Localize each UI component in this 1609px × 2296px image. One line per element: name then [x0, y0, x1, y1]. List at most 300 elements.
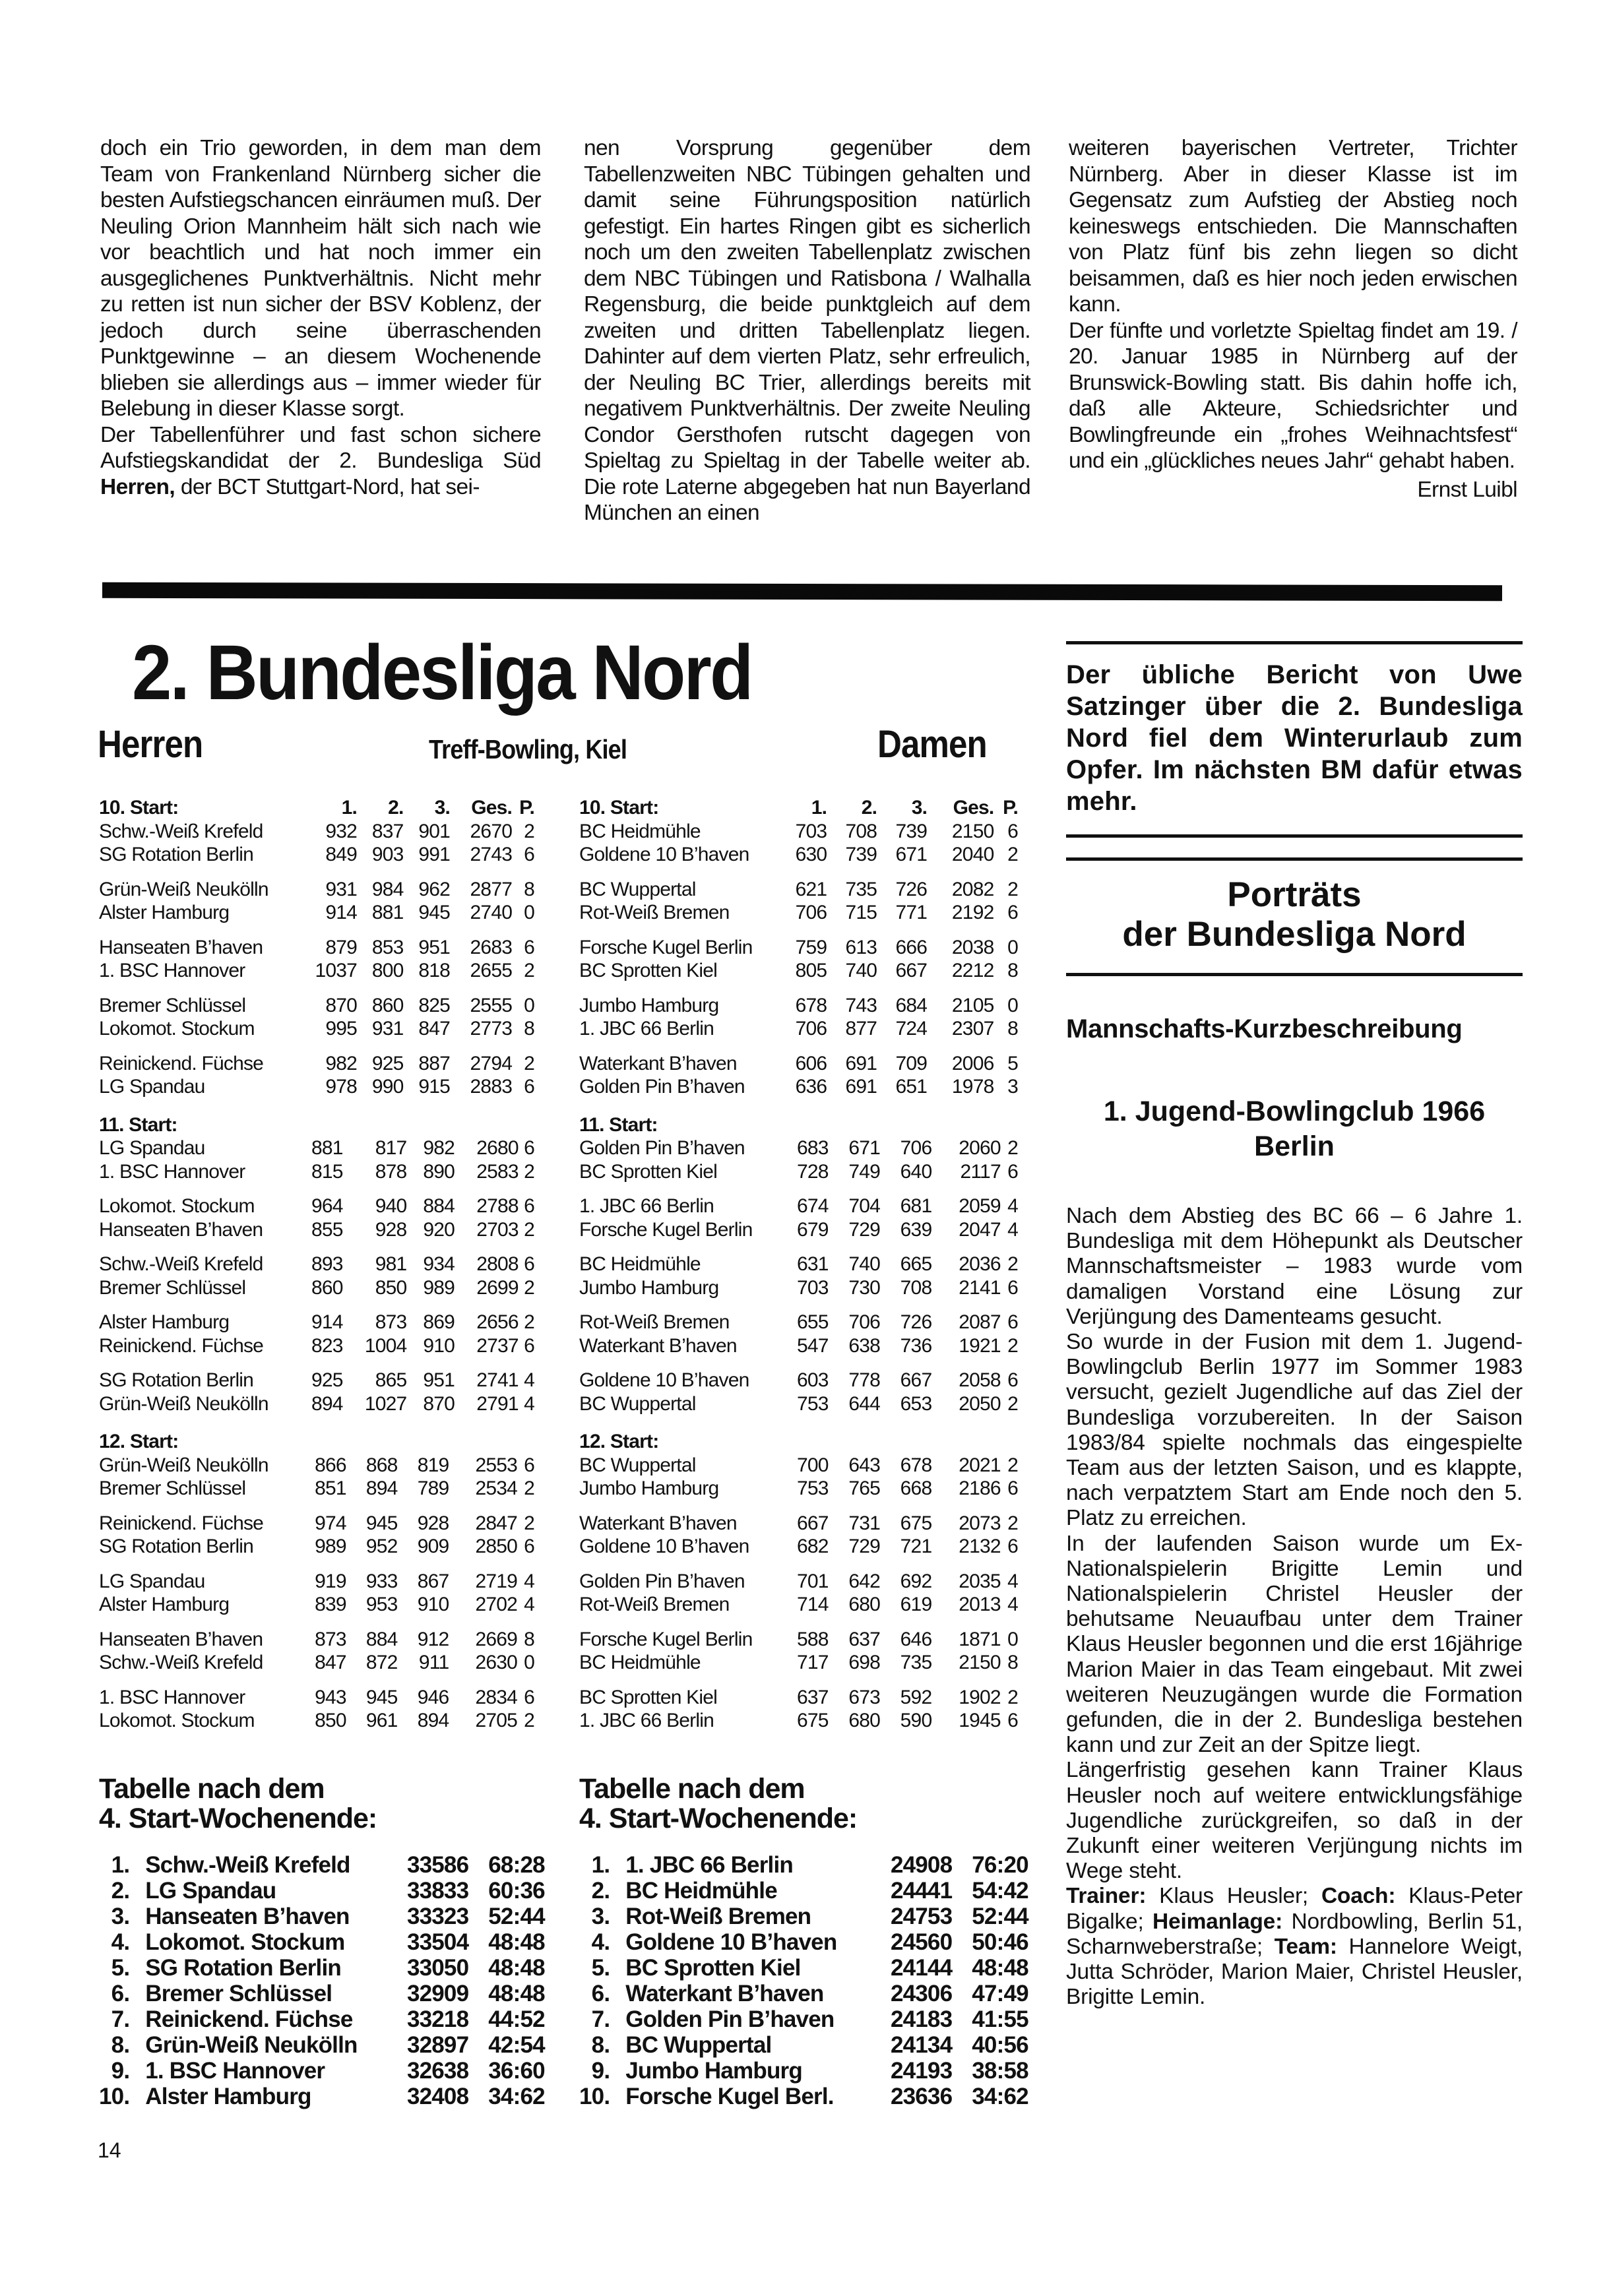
score-cell: 6 [1007, 902, 1018, 923]
team-name: BC Sprotten Kiel [579, 1160, 717, 1183]
score-cell: 2702 [475, 1594, 518, 1615]
section-divider [102, 582, 1502, 601]
score-cell: 731 [848, 1512, 880, 1534]
score-cell: 2669 [475, 1628, 518, 1650]
score-cell: 2035 [959, 1570, 1001, 1592]
team-name: Hanseaten B’haven [99, 1628, 263, 1650]
team-name: BC Heidmühle [579, 820, 701, 842]
score-cell: 778 [848, 1369, 880, 1391]
standings-row [99, 2006, 545, 2032]
score-cell: 2553 [475, 1454, 518, 1476]
result-row [579, 1651, 1018, 1675]
column-header [295, 1430, 346, 1454]
standings-pins: 33050 [406, 1955, 469, 1981]
team-name: Forsche Kugel Berlin [579, 1628, 753, 1650]
score-cell: 6 [1007, 1710, 1018, 1731]
standings-rank: 1. [591, 1852, 610, 1878]
score-cell: 665 [900, 1253, 932, 1275]
score-cell: 870 [325, 994, 358, 1016]
column-header: 3. [911, 797, 928, 819]
score-cell: 630 [795, 844, 827, 865]
score-cell: 771 [895, 902, 928, 923]
team-name: Goldene 10 B’haven [579, 1369, 749, 1391]
score-cell: 0 [524, 994, 534, 1016]
score-cell: 2583 [476, 1160, 519, 1183]
score-cell: 877 [845, 1018, 877, 1039]
score-cell: 6 [1007, 1477, 1018, 1499]
results-block [579, 1430, 1018, 1733]
score-cell: 6 [1007, 1311, 1018, 1333]
score-cell: 700 [796, 1454, 829, 1476]
standings-row [579, 1904, 1028, 1929]
score-cell: 928 [375, 1218, 407, 1241]
score-cell: 2307 [951, 1018, 994, 1039]
score-cell: 6 [1007, 1369, 1018, 1391]
team-name: 1. JBC 66 Berlin [579, 1710, 714, 1731]
score-cell: 867 [417, 1570, 449, 1592]
team-name: SG Rotation Berlin [99, 1536, 254, 1557]
score-cell: 671 [895, 844, 928, 865]
team-name: Forsche Kugel Berlin [579, 936, 753, 958]
result-row [579, 1709, 1018, 1733]
score-cell: 673 [848, 1686, 880, 1708]
portrait-paragraph: In der laufenden Saison wurde um Ex-Nationalspielerin Brigitte Lemin und Nationalspielerin Christel Heusler der behutsame Neuaufbau unter dem Trainer Klaus Heusler begonnen und die erst 16jährige Marion Maier in das Team eingebaut. Mit zwei weiteren Neuzugängen wurde die Formation gefunden, die in der 2. Bundesliga bestehen kann und zur Zeit an der Spitze liegt. [1066, 1531, 1523, 1758]
standings-pts: 48:48 [488, 1981, 545, 2006]
standings-pins: 24193 [890, 2058, 953, 2084]
score-cell: 2630 [475, 1652, 518, 1673]
standings-rank: 4. [111, 1929, 130, 1955]
standings-row [99, 1929, 545, 1955]
result-row [579, 820, 1018, 844]
standings-row [579, 1981, 1028, 2006]
result-row [579, 1052, 1018, 1076]
score-cell: 2058 [959, 1369, 1001, 1391]
score-cell: 2021 [959, 1454, 1001, 1476]
score-cell: 588 [796, 1628, 829, 1650]
team-name: Reinickend. Füchse [99, 1052, 264, 1074]
score-cell: 2850 [475, 1536, 518, 1557]
score-cell: 819 [417, 1454, 449, 1476]
score-cell: 919 [315, 1570, 346, 1592]
column-header: Ges. [953, 797, 994, 819]
standings-rank: 6. [591, 1981, 610, 2006]
standings-pts: 48:48 [972, 1955, 1028, 1981]
score-cell: 680 [848, 1710, 880, 1731]
result-row [579, 1136, 1018, 1160]
score-cell: 989 [423, 1276, 455, 1299]
score-cell: 978 [325, 1076, 358, 1098]
score-cell: 2006 [951, 1052, 994, 1074]
standings-pts: 34:62 [972, 2084, 1028, 2109]
score-cell: 2 [524, 960, 534, 981]
score-cell: 2 [1007, 1392, 1018, 1415]
score-cell: 894 [365, 1477, 398, 1499]
score-cell: 928 [417, 1512, 449, 1534]
result-row [99, 1276, 534, 1300]
result-row [99, 994, 534, 1018]
team-name: Reinickend. Füchse [99, 1512, 264, 1534]
result-row [579, 1195, 1018, 1218]
score-cell: 789 [417, 1477, 449, 1499]
score-cell: 6 [1007, 1276, 1018, 1299]
score-cell: 912 [417, 1628, 449, 1650]
score-cell: 866 [315, 1454, 346, 1476]
result-row [579, 1535, 1018, 1559]
standings-team: BC Wuppertal [625, 2032, 772, 2058]
score-cell: 644 [848, 1392, 880, 1415]
standings-pins: 24560 [890, 1929, 953, 1955]
score-cell: 667 [895, 960, 928, 981]
score-cell: 0 [1007, 994, 1018, 1016]
score-cell: 1945 [959, 1710, 1001, 1731]
club-facts: Trainer: Klaus Heusler; Coach: Klaus-Peter Bigalke; Heimanlage: Nordbowling, Berlin 51, Scharnweberstraße; Team: Hannelore Weigt, Jutta Schröder, Marion Maier, Christel Heusler, Brigitte Lemin. [1066, 1884, 1523, 2010]
score-cell: 2705 [475, 1710, 518, 1731]
standings-team: Grün-Weiß Neukölln [145, 2032, 358, 2058]
team-name: Schw.-Weiß Krefeld [99, 1253, 263, 1275]
score-cell: 8 [524, 1018, 534, 1039]
standings-pts: 68:28 [488, 1852, 545, 1878]
standings-heading: 4. Start-Wochenende: [579, 1803, 858, 1834]
score-cell: 703 [796, 1276, 829, 1299]
score-cell: 818 [418, 960, 451, 981]
standings-pins: 32638 [406, 2058, 469, 2084]
score-cell: 759 [795, 936, 827, 958]
score-cell: 726 [900, 1311, 932, 1333]
standings-team: Forsche Kugel Berl. [625, 2084, 834, 2109]
score-cell: 850 [375, 1276, 407, 1299]
score-cell: 651 [895, 1076, 928, 1098]
start-label: 11. Start: [579, 1113, 658, 1136]
score-cell: 675 [900, 1512, 932, 1534]
score-cell: 2683 [470, 936, 513, 958]
team-name: Golden Pin B’haven [579, 1137, 745, 1159]
score-cell: 2703 [476, 1218, 519, 1241]
standings-pts: 50:46 [972, 1929, 1028, 1955]
score-cell: 1004 [364, 1334, 407, 1357]
score-cell: 2 [1007, 1686, 1018, 1708]
score-cell: 860 [311, 1276, 343, 1299]
standings-row [579, 1929, 1028, 1955]
results-block [99, 1113, 534, 1416]
result-row [99, 843, 534, 867]
article-paragraph: nen Vorsprung gegenüber dem Tabellenzweiten NBC Tübingen gehalten und damit seine Führungsposition natürlich gefestigt. Ein hartes Ringen gibt es sicherlich noch um den zweiten Tabellenplatz zwischen dem NBC Tübingen und Ratisbona / Walhalla Regensburg, die beide punktgleich auf dem zweiten und dritten Tabellenplatz liegen. Dahinter auf dem vierten Platz, sehr erfreulich, der Neuling BC Trier, allerdings bereits mit negativem Punktverhältnis. Der zweite Neuling Condor Gersthofen rutscht dagegen von Spieltag zu Spieltag in der Tabelle weiter ab. Die rote Laterne abgegeben hat nun Bayerland München an einen [584, 136, 1030, 525]
score-cell: 735 [845, 878, 877, 900]
team-name: Rot-Weiß Bremen [579, 1311, 730, 1333]
standings-rank: 3. [591, 1904, 610, 1929]
result-row [99, 1709, 534, 1733]
standings-table [579, 1852, 1028, 2109]
score-cell: 2212 [951, 960, 994, 981]
team-name: Grün-Weiß Neukölln [99, 1454, 268, 1476]
score-cell: 837 [371, 820, 404, 842]
standings-pins: 32909 [406, 1981, 469, 2006]
score-cell: 995 [325, 1018, 358, 1039]
score-cell: 6 [524, 1195, 534, 1217]
score-cell: 881 [371, 902, 404, 923]
score-cell: 6 [1007, 820, 1018, 842]
standings-pins: 24183 [890, 2006, 953, 2032]
score-cell: 683 [796, 1137, 829, 1159]
column-header [295, 1113, 343, 1137]
result-row [579, 1686, 1018, 1710]
result-row [99, 1369, 534, 1392]
score-cell: 2150 [959, 1652, 1001, 1673]
team-name: Golden Pin B’haven [579, 1570, 745, 1592]
score-cell: 606 [795, 1052, 827, 1074]
score-cell: 6 [524, 1686, 534, 1708]
team-name: Rot-Weiß Bremen [579, 902, 730, 923]
result-row [579, 994, 1018, 1018]
score-cell: 962 [418, 878, 451, 900]
section-title: 2. Bundesliga Nord [132, 629, 752, 716]
standings-rank: 6. [111, 1981, 130, 2006]
standings-row [579, 2084, 1028, 2109]
team-name: Goldene 10 B’haven [579, 1536, 749, 1557]
score-cell: 2655 [470, 960, 513, 981]
score-cell: 4 [524, 1392, 534, 1415]
score-cell: 2740 [470, 902, 513, 923]
score-cell: 890 [423, 1160, 455, 1183]
score-cell: 619 [900, 1594, 932, 1615]
score-cell: 0 [1007, 1628, 1018, 1650]
score-cell: 878 [375, 1160, 407, 1183]
score-cell: 2743 [470, 844, 513, 865]
standings-pins: 24753 [890, 1904, 953, 1929]
result-row [99, 936, 534, 960]
score-cell: 925 [311, 1369, 343, 1391]
result-row [579, 1477, 1018, 1501]
score-cell: 946 [417, 1686, 449, 1708]
divider [1066, 641, 1523, 644]
score-cell: 0 [524, 902, 534, 923]
standings-row [579, 1852, 1028, 1878]
score-cell: 2105 [951, 994, 994, 1016]
standings-team: SG Rotation Berlin [145, 1955, 341, 1981]
standings-heading: 4. Start-Wochenende: [99, 1803, 377, 1834]
score-cell: 2680 [476, 1137, 519, 1159]
portrait-paragraph: So wurde in der Fusion mit dem 1. Jugend-Bowlingclub Berlin 1977 im Sommer 1983 versucht, gezielt Jugendliche auf das Ziel der Bundesliga vorzubereiten. In der Saison 1983/84 spielte nochmals das eingespielte Team aus der letzten Saison, und es klappte, nach verpatztem Start am Ende noch den 5. Platz zu erreichen. [1066, 1330, 1523, 1531]
score-cell: 724 [895, 1018, 928, 1039]
score-cell: 2 [1007, 1253, 1018, 1275]
score-cell: 2 [1007, 878, 1018, 900]
standings-rank: 10. [99, 2084, 130, 2109]
score-cell: 2192 [951, 902, 994, 923]
score-cell: 825 [418, 994, 451, 1016]
score-cell: 740 [848, 1253, 880, 1275]
score-cell: 884 [365, 1628, 398, 1650]
score-cell: 2737 [476, 1334, 519, 1357]
score-cell: 2 [524, 1276, 534, 1299]
score-cell: 2 [1007, 844, 1018, 865]
standings-pts: 54:42 [972, 1878, 1028, 1904]
score-cell: 728 [796, 1160, 829, 1183]
results-block [99, 1430, 534, 1733]
result-row [99, 1017, 534, 1041]
score-cell: 631 [796, 1253, 829, 1275]
team-name: 1. BSC Hannover [99, 1160, 245, 1183]
article-paragraph: doch ein Trio geworden, in dem man dem Team von Frankenland Nürnberg sicher die besten Aufstiegschancen einräumen muß. Der Neuling Orion Mannheim hält sich nach wie vor beachtlich und hat noch immer ein ausgeglichenes Punktverhältnis. Nicht mehr zu retten ist nun sicher der BSV Koblenz, der jedoch durch seine überraschenden Punktgewinne – an diesem Wochenende blieben sie allerdings aus – immer wieder für Belebung in dieser Klasse sorgt. [100, 136, 541, 421]
result-row [579, 1369, 1018, 1392]
score-cell: 945 [365, 1512, 398, 1534]
column-header [931, 1113, 1001, 1137]
team-name: Waterkant B’haven [579, 1512, 737, 1534]
score-cell: 592 [900, 1686, 932, 1708]
score-cell: 715 [845, 902, 877, 923]
score-cell: 2117 [960, 1160, 1001, 1183]
team-name: Alster Hamburg [99, 1594, 230, 1615]
score-cell: 6 [524, 1137, 534, 1159]
team-name: LG Spandau [99, 1570, 205, 1592]
standings-rank: 2. [111, 1878, 130, 1904]
standings-pins: 23636 [890, 2084, 953, 2109]
score-cell: 706 [900, 1137, 932, 1159]
score-cell: 847 [418, 1018, 451, 1039]
score-cell: 0 [524, 1652, 534, 1673]
score-cell: 708 [900, 1276, 932, 1299]
standings-pins: 24306 [890, 1981, 953, 2006]
score-cell: 613 [845, 936, 877, 958]
score-cell: 706 [795, 1018, 827, 1039]
score-cell: 851 [315, 1477, 346, 1499]
score-cell: 990 [371, 1076, 404, 1098]
score-cell: 667 [900, 1369, 932, 1391]
result-row [579, 878, 1018, 902]
standings-pts: 34:62 [488, 2084, 545, 2109]
score-cell: 749 [848, 1160, 880, 1183]
result-row [99, 1334, 534, 1358]
score-cell: 951 [418, 936, 451, 958]
score-cell: 717 [796, 1652, 829, 1673]
score-cell: 2555 [470, 994, 513, 1016]
column-header: 1. [341, 797, 358, 819]
result-row [579, 1017, 1018, 1041]
score-cell: 590 [900, 1710, 932, 1731]
score-cell: 721 [900, 1536, 932, 1557]
team-name: Hanseaten B’haven [99, 1218, 263, 1241]
column-header: Ges. [471, 797, 513, 819]
score-cell: 4 [1007, 1218, 1018, 1241]
team-name: LG Spandau [99, 1076, 205, 1098]
standings-pins: 32408 [406, 2084, 469, 2109]
score-cell: 2087 [959, 1311, 1001, 1333]
page-number: 14 [98, 2138, 121, 2162]
standings-pins: 24134 [890, 2032, 953, 2058]
score-cell: 6 [524, 936, 534, 958]
score-cell: 884 [423, 1195, 455, 1217]
result-row [99, 1075, 534, 1099]
team-name: Alster Hamburg [99, 1311, 230, 1333]
standings-row [99, 1981, 545, 2006]
score-cell: 914 [325, 902, 358, 923]
score-cell: 666 [895, 936, 928, 958]
team-name: Lokomot. Stockum [99, 1018, 255, 1039]
score-cell: 2132 [959, 1536, 1001, 1557]
score-cell: 931 [371, 1018, 404, 1039]
score-cell: 989 [315, 1536, 346, 1557]
standings-row [99, 1955, 545, 1981]
score-cell: 642 [848, 1570, 880, 1592]
score-cell: 2059 [959, 1195, 1001, 1217]
result-row [579, 1392, 1018, 1416]
score-cell: 894 [311, 1392, 343, 1415]
score-cell: 2808 [476, 1253, 519, 1275]
score-cell: 2 [1007, 1137, 1018, 1159]
score-cell: 2847 [475, 1512, 518, 1534]
result-row [579, 1570, 1018, 1594]
score-cell: 974 [315, 1512, 346, 1534]
score-cell: 1027 [364, 1392, 407, 1415]
club-heading: 1. Jugend-Bowlingclub 1966 Berlin [1103, 1096, 1486, 1162]
bold-keyword: Herren, [100, 474, 175, 499]
result-row [579, 1276, 1018, 1300]
result-row [99, 1593, 534, 1617]
score-cell: 667 [796, 1512, 829, 1534]
score-cell: 4 [524, 1570, 534, 1592]
result-row [99, 1512, 534, 1536]
score-cell: 872 [365, 1652, 398, 1673]
team-name: 1. JBC 66 Berlin [579, 1195, 714, 1217]
standings-rank: 5. [591, 1955, 610, 1981]
standings-team: BC Heidmühle [625, 1878, 777, 1904]
score-cell: 2073 [959, 1512, 1001, 1534]
team-name: Golden Pin B’haven [579, 1076, 745, 1098]
result-row [579, 1311, 1018, 1334]
venue-heading: Treff-Bowling, Kiel [429, 734, 627, 764]
score-cell: 805 [795, 960, 827, 981]
article-paragraph: Der fünfte und vorletzte Spieltag findet am 19. / 20. Januar 1985 in Nürnberg auf der Brunswick-Bowling statt. Bis dahin hoffe ich, daß alle Akteure, Schiedsrichter und Bowlingfreunde ein „frohes Weihnachtsfest“ und ein „glückliches neues Jahr“ gehabt haben. [1069, 318, 1517, 473]
team-name: Reinickend. Füchse [99, 1334, 264, 1357]
subsection-heading: Mannschafts-Kurzbeschreibung [1066, 1014, 1463, 1043]
score-cell: 2050 [959, 1392, 1001, 1415]
article-column-2 [584, 135, 1030, 526]
score-cell: 894 [417, 1710, 449, 1731]
score-cell: 868 [365, 1454, 398, 1476]
score-cell: 849 [325, 844, 358, 865]
standings-rank: 8. [591, 2032, 610, 2058]
score-cell: 765 [848, 1477, 880, 1499]
herren-heading: Herren [98, 723, 203, 766]
divider [1066, 973, 1523, 976]
score-cell: 703 [795, 820, 827, 842]
column-header [829, 1430, 880, 1454]
team-name: Forsche Kugel Berlin [579, 1218, 753, 1241]
standings-rank: 9. [111, 2058, 130, 2084]
start-label: 12. Start: [99, 1431, 179, 1452]
damen-results [579, 796, 1018, 1747]
score-cell: 735 [900, 1652, 932, 1673]
column-header [1001, 1430, 1018, 1454]
score-cell: 6 [1007, 1160, 1018, 1183]
standings-team: Alster Hamburg [145, 2084, 311, 2109]
team-name: 1. BSC Hannover [99, 960, 245, 981]
team-name: Jumbo Hamburg [579, 994, 719, 1016]
standings-row [579, 2006, 1028, 2032]
score-cell: 873 [315, 1628, 346, 1650]
result-row [579, 959, 1018, 983]
standings-team: Bremer Schlüssel [145, 1981, 332, 2006]
standings-pts: 76:20 [972, 1852, 1028, 1878]
result-row [579, 936, 1018, 960]
score-cell: 740 [845, 960, 877, 981]
score-cell: 940 [375, 1195, 407, 1217]
standings-row [579, 1955, 1028, 1981]
divider [1066, 857, 1523, 861]
score-cell: 982 [423, 1137, 455, 1159]
team-name: SG Rotation Berlin [99, 844, 254, 865]
team-name: 1. BSC Hannover [99, 1686, 245, 1708]
standings-team: Lokomot. Stockum [145, 1929, 345, 1955]
result-row [579, 901, 1018, 925]
